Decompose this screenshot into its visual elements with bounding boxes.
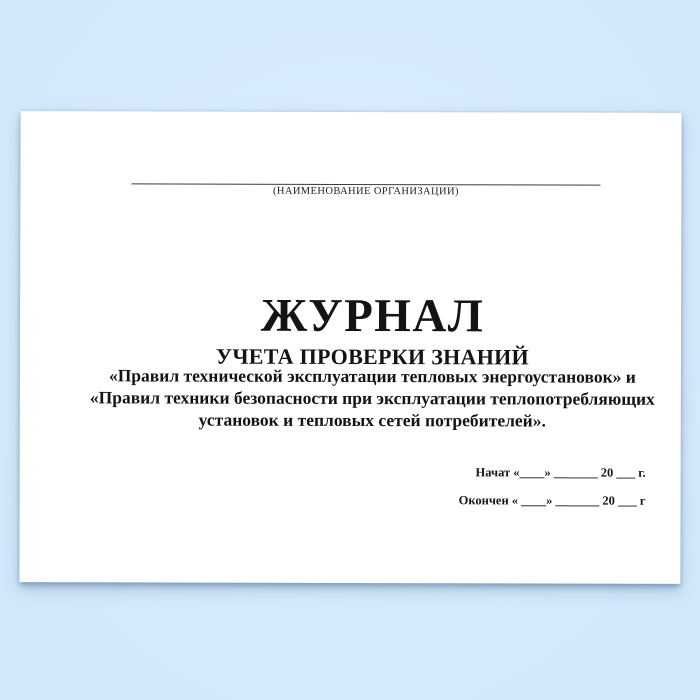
journal-subtitle: УЧЕТА ПРОВЕРКИ ЗНАНИЙ — [215, 343, 530, 370]
journal-cover-page — [19, 111, 681, 584]
organization-name-blank-line — [131, 169, 600, 185]
title-block — [110, 289, 635, 370]
dates-block — [459, 464, 646, 508]
rules-description-line-3: установок и тепловых сетей потребителей». — [198, 409, 546, 431]
rules-description-line-2: «Правил техники безопасности при эксплуатации теплопотребляющих — [89, 387, 655, 409]
rules-description-line-1: «Правил технической эксплуатации тепловых энергоустановок» и — [108, 365, 636, 387]
journal-title: ЖУРНАЛ — [260, 289, 485, 343]
date-finished-line: Окончен « ____» _______ 20 ___ г — [458, 493, 646, 508]
date-started-line: Начат «____» _______ 20 ___ г. — [475, 465, 646, 480]
organization-name-block — [131, 169, 600, 197]
rules-description-block — [88, 364, 657, 431]
organization-name-caption: (НАИМЕНОВАНИЕ ОРГАНИЗАЦИИ) — [272, 185, 459, 198]
